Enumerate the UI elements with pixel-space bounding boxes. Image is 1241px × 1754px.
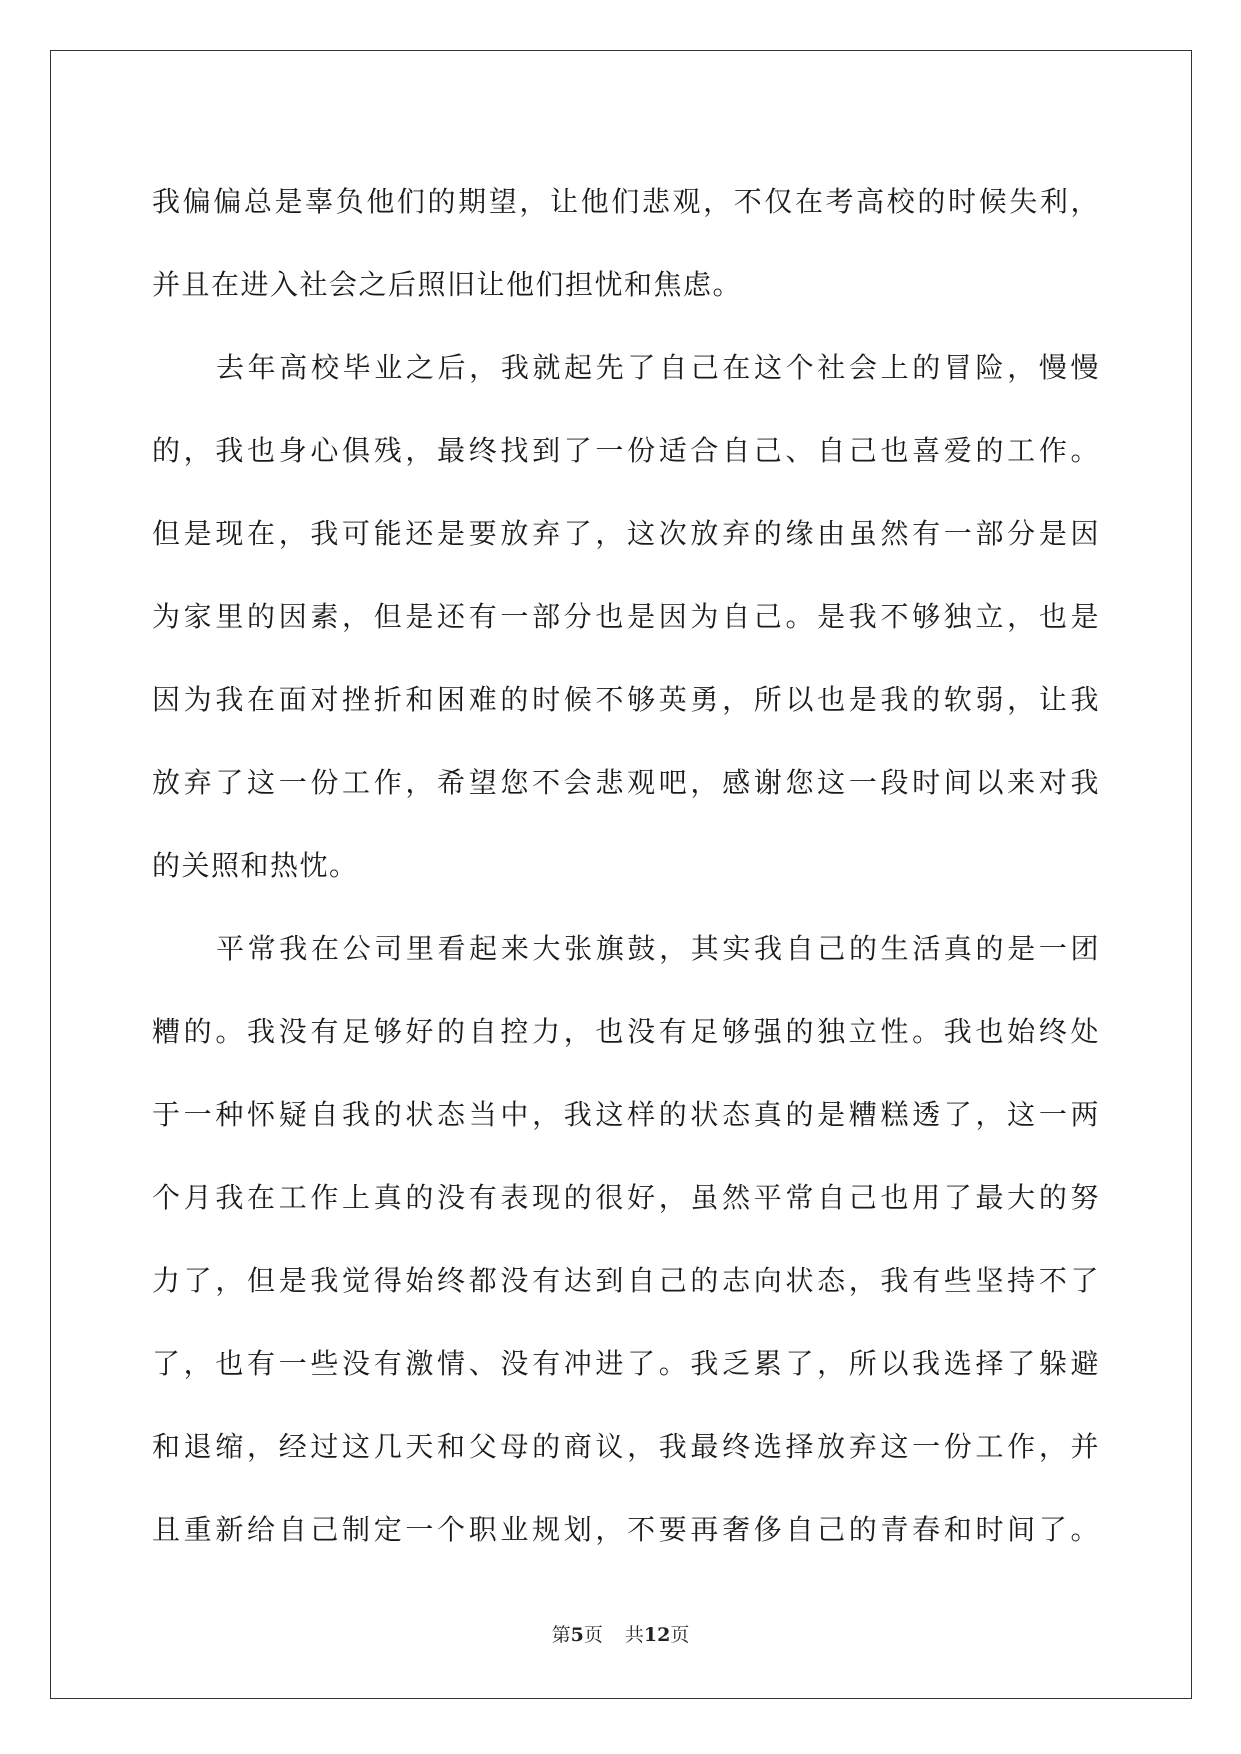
text-line: 并且在进入社会之后照旧让他们担忧和焦虑。 — [152, 268, 743, 301]
text-line: 平常我在公司里看起来大张旗鼓，其实我自己的生活真的是一团 — [216, 932, 1100, 965]
text-line: 力了，但是我觉得始终都没有达到自己的志向状态，我有些坚持不了 — [152, 1264, 1100, 1297]
text-line: 了，也有一些没有激情、没有冲进了。我乏累了，所以我选择了躲避 — [152, 1347, 1100, 1380]
text-line: 于一种怀疑自我的状态当中，我这样的状态真的是糟糕透了，这一两 — [152, 1098, 1100, 1131]
page-number: 5 — [570, 1624, 584, 1646]
total-prefix: 共 — [624, 1624, 644, 1646]
page-prefix: 第 — [551, 1624, 571, 1646]
text-line: 和退缩，经过这几天和父母的商议，我最终选择放弃这一份工作，并 — [152, 1430, 1100, 1463]
text-line: 的关照和热忱。 — [152, 849, 359, 882]
text-line: 因为我在面对挫折和困难的时候不够英勇，所以也是我的软弱，让我 — [152, 683, 1100, 716]
text-line: 但是现在，我可能还是要放弃了，这次放弃的缘由虽然有一部分是因 — [152, 517, 1100, 550]
text-line: 个月我在工作上真的没有表现的很好，虽然平常自己也用了最大的努 — [152, 1181, 1100, 1214]
text-line: 我偏偏总是辜负他们的期望，让他们悲观，不仅在考高校的时候失利， — [152, 185, 1100, 218]
text-line: 的，我也身心俱残，最终找到了一份适合自己、自己也喜爱的工作。 — [152, 434, 1100, 467]
page-footer — [0, 1620, 1241, 1647]
page-suffix: 页 — [583, 1624, 603, 1646]
text-line: 糟的。我没有足够好的自控力，也没有足够强的独立性。我也始终处 — [152, 1015, 1100, 1048]
text-line: 放弃了这一份工作，希望您不会悲观吧，感谢您这一段时间以来对我 — [152, 766, 1100, 799]
total-pages: 12 — [643, 1624, 671, 1646]
text-line: 去年高校毕业之后，我就起先了自己在这个社会上的冒险，慢慢 — [216, 351, 1100, 384]
total-suffix: 页 — [670, 1624, 690, 1646]
document-body — [152, 160, 1100, 1571]
text-line: 且重新给自己制定一个职业规划，不要再奢侈自己的青春和时间了。 — [152, 1513, 1100, 1546]
text-line: 为家里的因素，但是还有一部分也是因为自己。是我不够独立，也是 — [152, 600, 1100, 633]
